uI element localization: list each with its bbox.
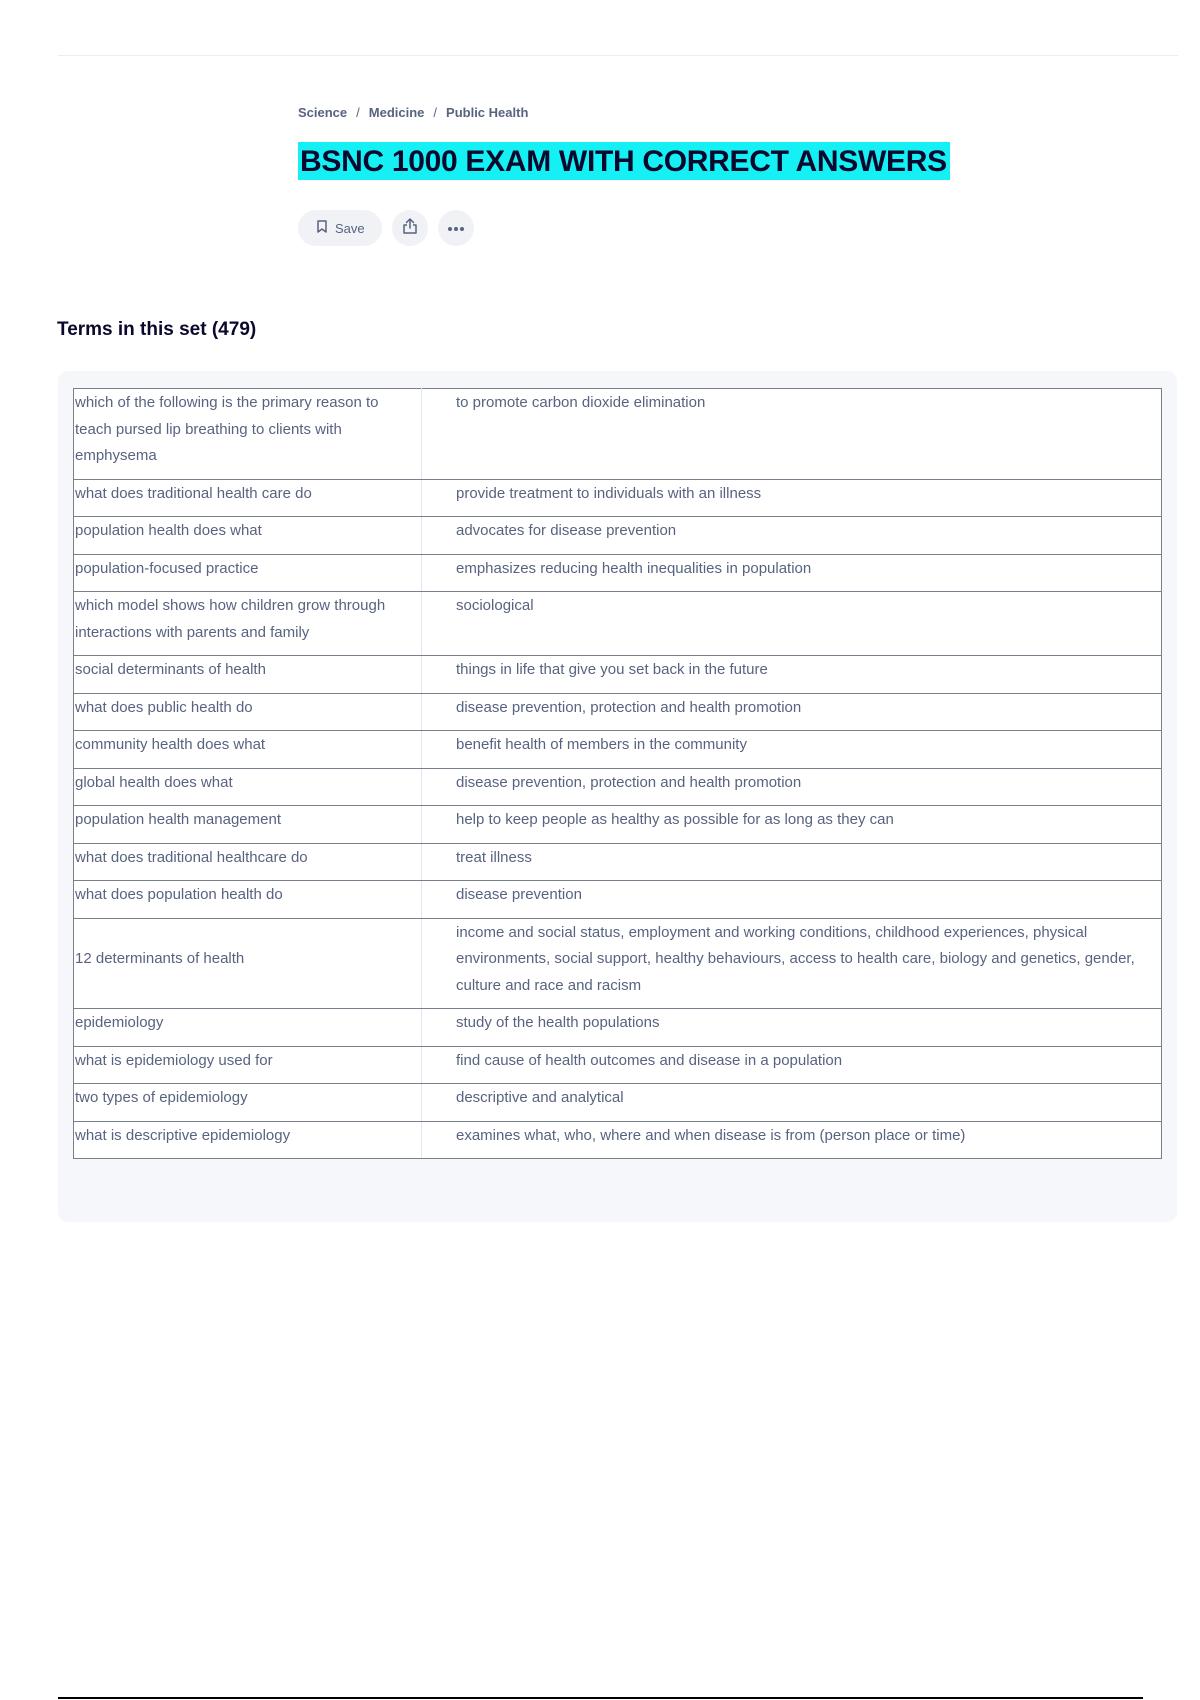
definition-cell: advocates for disease prevention	[422, 517, 1162, 555]
definition-cell: to promote carbon dioxide elimination	[422, 389, 1162, 480]
definition-cell: income and social status, employment and working conditions, childhood experiences, physical environments, social support, healthy behaviours, access to health care, biology and genetics, gender, culture and race and racism	[422, 918, 1162, 1009]
breadcrumb-medicine[interactable]: Medicine	[368, 104, 425, 120]
definition-cell: disease prevention, protection and health promotion	[422, 768, 1162, 806]
term-row	[74, 693, 1162, 731]
term-row	[74, 1009, 1162, 1047]
term-cell: social determinants of health	[74, 656, 422, 694]
term-cell: what does population health do	[74, 881, 422, 919]
definition-cell: disease prevention	[422, 881, 1162, 919]
definition-cell: provide treatment to individuals with an illness	[422, 479, 1162, 517]
term-cell: population health management	[74, 806, 422, 844]
more-options-button[interactable]	[438, 210, 474, 246]
breadcrumb-separator: /	[433, 104, 438, 120]
breadcrumb-science[interactable]: Science	[298, 104, 348, 120]
term-cell: which model shows how children grow through interactions with parents and family	[74, 592, 422, 656]
term-row	[74, 554, 1162, 592]
definition-cell: examines what, who, where and when disease is from (person place or time)	[422, 1121, 1162, 1159]
bookmark-icon	[317, 220, 327, 236]
term-row	[74, 592, 1162, 656]
save-button-label: Save	[335, 220, 365, 236]
page-title: BSNC 1000 EXAM WITH CORRECT ANSWERS	[298, 142, 950, 180]
term-row	[74, 843, 1162, 881]
term-row	[74, 768, 1162, 806]
term-cell: 12 determinants of health	[74, 918, 422, 1009]
set-header	[298, 102, 950, 246]
term-cell: what does traditional health care do	[74, 479, 422, 517]
share-icon	[401, 217, 419, 240]
term-cell: what does traditional healthcare do	[74, 843, 422, 881]
definition-cell: things in life that give you set back in the future	[422, 656, 1162, 694]
term-cell: community health does what	[74, 731, 422, 769]
term-row	[74, 656, 1162, 694]
terms-heading: Terms in this set (479)	[57, 319, 257, 340]
definition-cell: benefit health of members in the community	[422, 731, 1162, 769]
definition-cell: find cause of health outcomes and disease in a population	[422, 1046, 1162, 1084]
terms-table	[73, 388, 1162, 1159]
term-cell: two types of epidemiology	[74, 1084, 422, 1122]
definition-cell: sociological	[422, 592, 1162, 656]
breadcrumb-separator: /	[356, 104, 360, 120]
share-button[interactable]	[392, 210, 428, 246]
term-row	[74, 517, 1162, 555]
definition-cell: disease prevention, protection and health promotion	[422, 693, 1162, 731]
term-row	[74, 389, 1162, 480]
definition-cell: descriptive and analytical	[422, 1084, 1162, 1122]
definition-cell: help to keep people as healthy as possible for as long as they can	[422, 806, 1162, 844]
definition-cell: study of the health populations	[422, 1009, 1162, 1047]
term-row	[74, 1084, 1162, 1122]
term-cell: global health does what	[74, 768, 422, 806]
term-cell: what does public health do	[74, 693, 422, 731]
term-cell: which of the following is the primary reason to teach pursed lip breathing to clients with emphysema	[74, 389, 422, 480]
term-row	[74, 918, 1162, 1009]
term-row	[74, 806, 1162, 844]
definition-cell: treat illness	[422, 843, 1162, 881]
term-row	[74, 1121, 1162, 1159]
term-row	[74, 479, 1162, 517]
more-dots-icon	[447, 219, 465, 237]
breadcrumb	[298, 102, 950, 122]
term-cell: population health does what	[74, 517, 422, 555]
term-row	[74, 1046, 1162, 1084]
term-cell: population-focused practice	[74, 554, 422, 592]
term-cell: what is epidemiology used for	[74, 1046, 422, 1084]
save-button[interactable]	[298, 210, 382, 246]
term-cell: epidemiology	[74, 1009, 422, 1047]
term-row	[74, 881, 1162, 919]
breadcrumb-public-health[interactable]: Public Health	[446, 104, 529, 120]
term-row	[74, 731, 1162, 769]
top-divider	[58, 55, 1178, 56]
definition-cell: emphasizes reducing health inequalities in population	[422, 554, 1162, 592]
footer-divider	[58, 1697, 1143, 1699]
term-cell: what is descriptive epidemiology	[74, 1121, 422, 1159]
action-bar	[298, 210, 950, 246]
